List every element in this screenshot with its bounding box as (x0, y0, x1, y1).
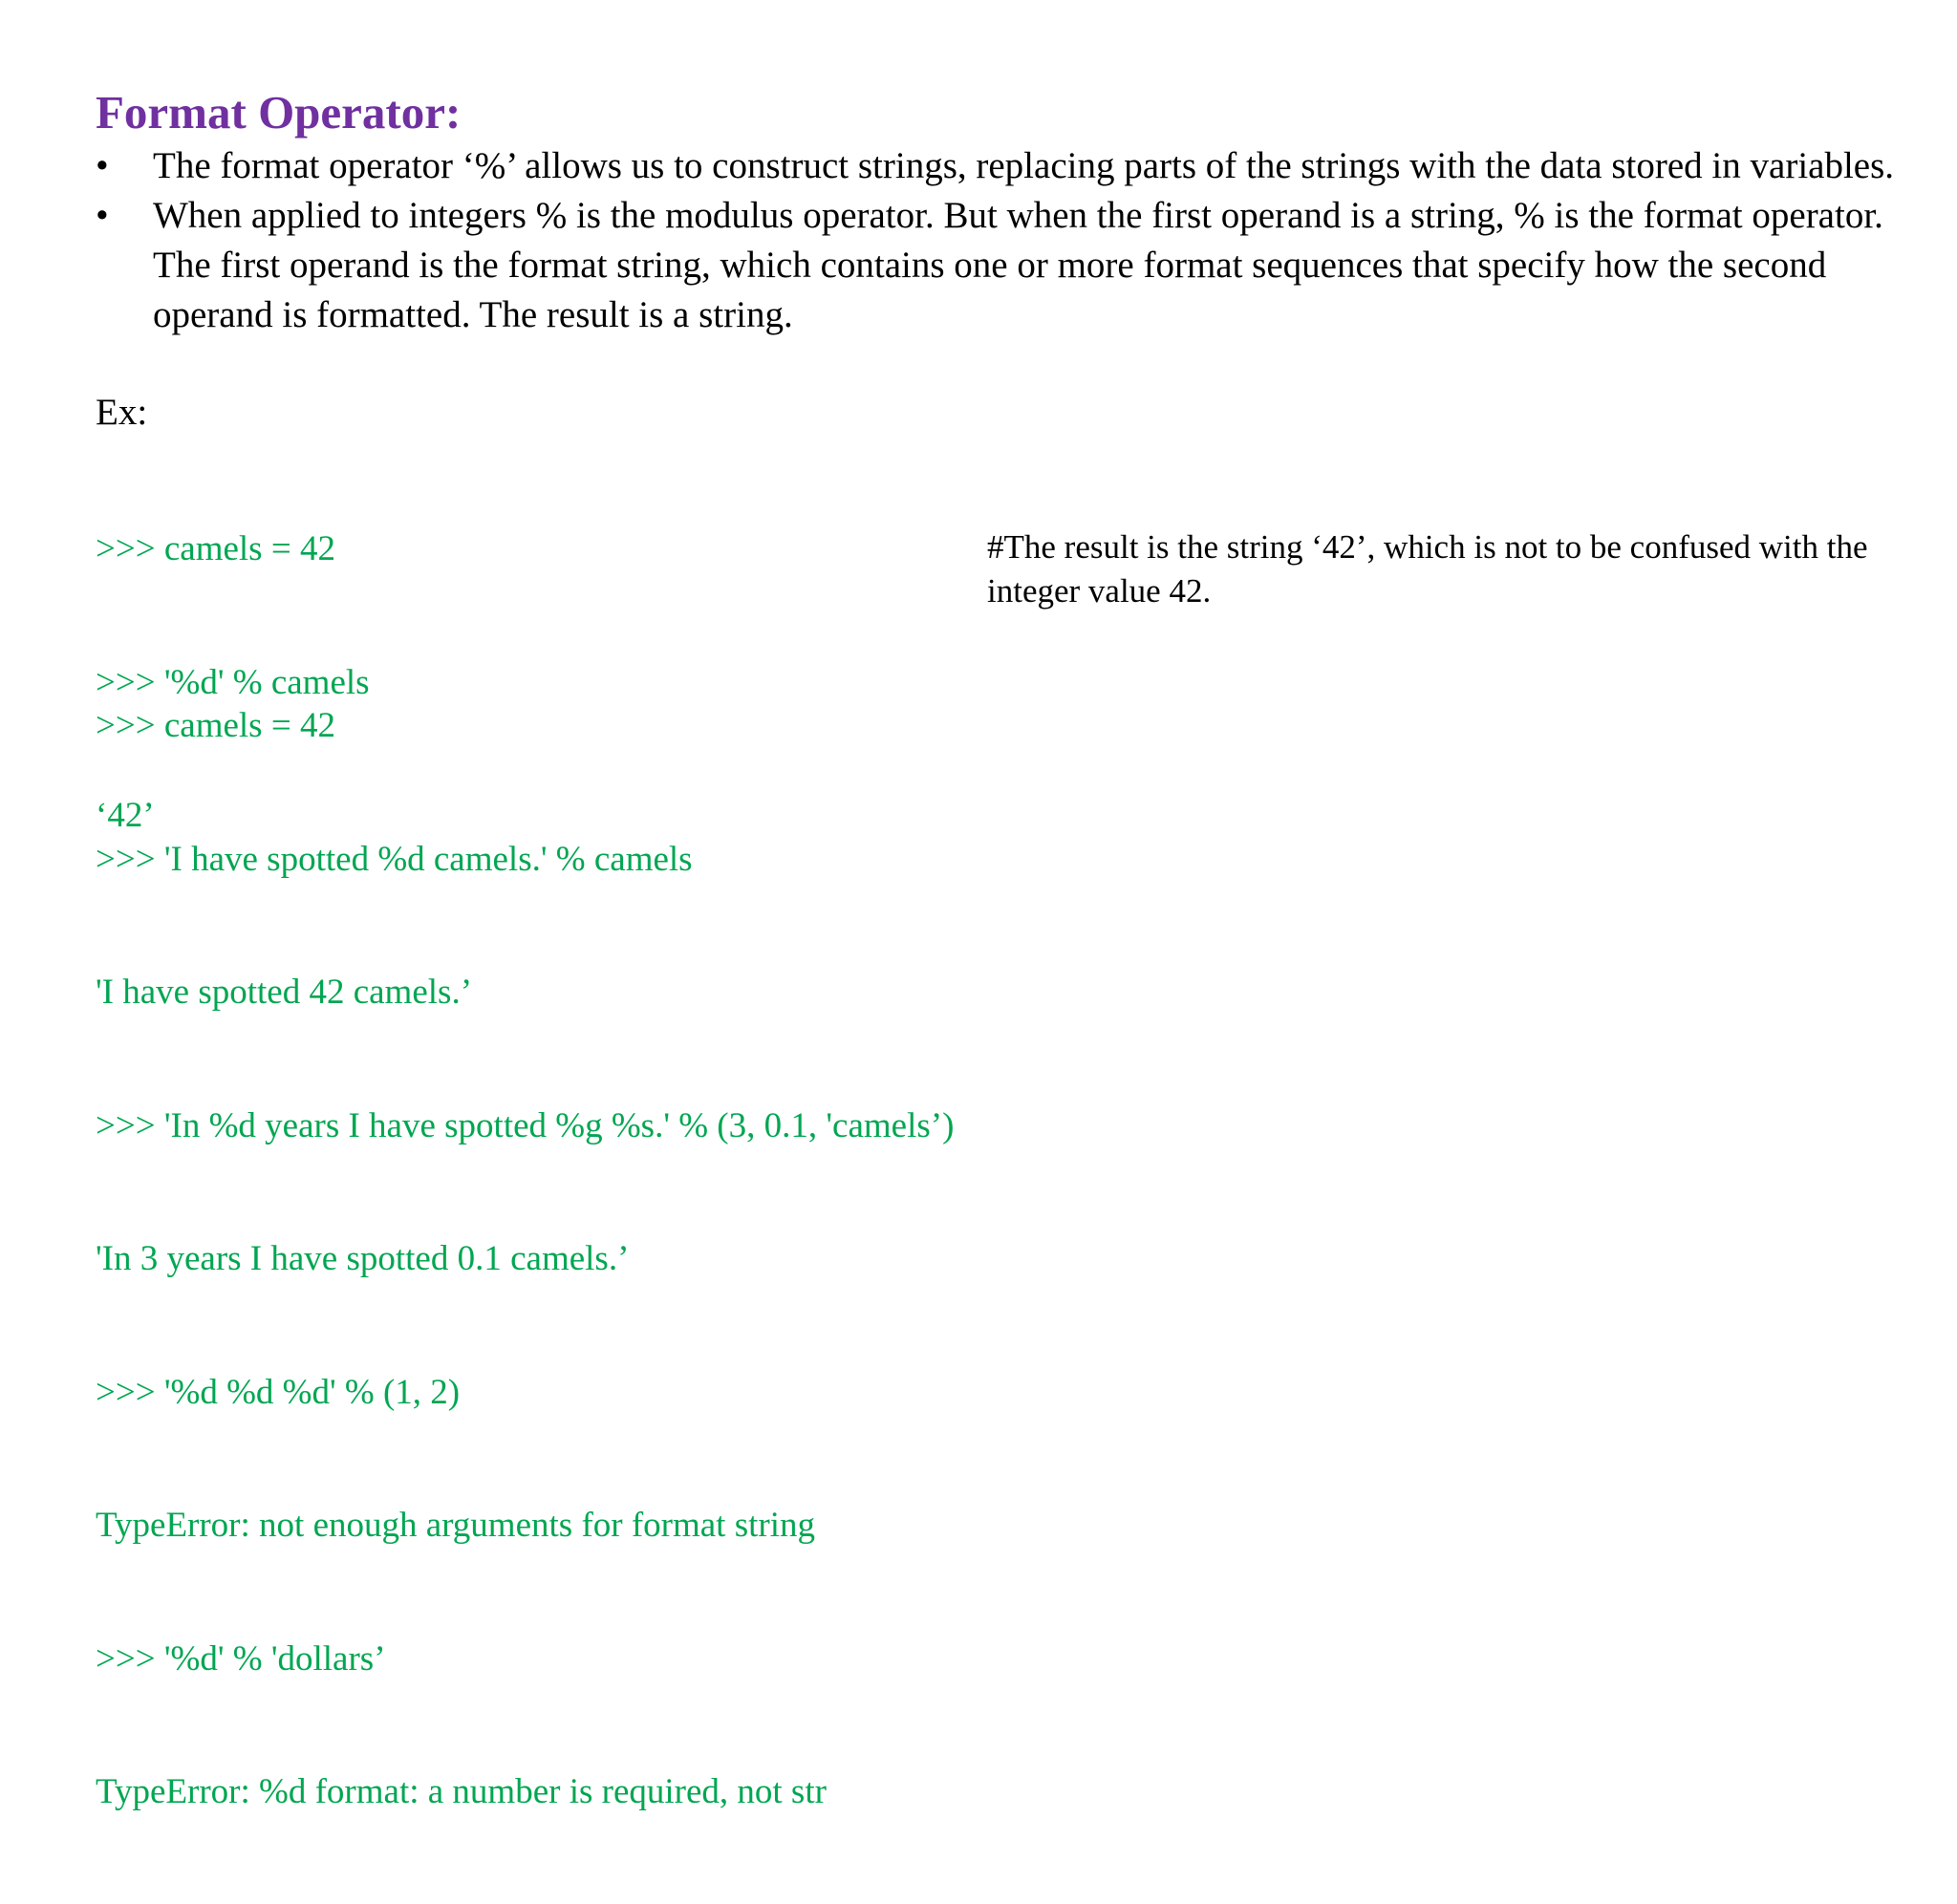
code-line: TypeError: %d format: a number is required, not str (96, 1772, 827, 1811)
code-line: >>> '%d %d %d' % (1, 2) (96, 1372, 461, 1412)
code-line: 'In 3 years I have spotted 0.1 camels.’ (96, 1239, 630, 1278)
bullet-marker: • (96, 145, 109, 186)
bullet-text: The format operator ‘%’ allows us to construct strings, replacing parts of the strings with the data stored in variables. (153, 145, 1895, 186)
code-line: TypeError: not enough arguments for format string (96, 1506, 815, 1545)
bullet-list (96, 141, 1911, 340)
bullet-text: When applied to integers % is the modulus operator. But when the first operand is a string, % is the format operator. The first operand is the format string, which contains one or more format sequences that specify how the second operand is formatted. The result is a string. (153, 195, 1883, 335)
example-label: Ex: (96, 392, 148, 433)
code-line: >>> 'In %d years I have spotted %g %s.' % (3, 0.1, 'camels’) (96, 1105, 955, 1145)
bullet-item (96, 191, 1911, 340)
slide-title: Format Operator: (96, 86, 462, 139)
code-line: >>> camels = 42 (96, 529, 335, 568)
code-block-2 (96, 615, 954, 1904)
result-note: #The result is the string ‘42’, which is not to be confused with the integer value 42. (987, 528, 1868, 610)
code-line: >>> '%d' % 'dollars’ (96, 1638, 386, 1679)
code-line: >>> '%d' % camels (96, 662, 370, 702)
bullet-marker: • (96, 195, 109, 236)
code-line: 'I have spotted 42 camels.’ (96, 973, 473, 1012)
code-line: >>> 'I have spotted %d camels.' % camels (96, 839, 693, 879)
code-line: ‘42’ (96, 796, 155, 835)
code-line: >>> camels = 42 (96, 706, 335, 745)
bullet-item (96, 141, 1911, 191)
